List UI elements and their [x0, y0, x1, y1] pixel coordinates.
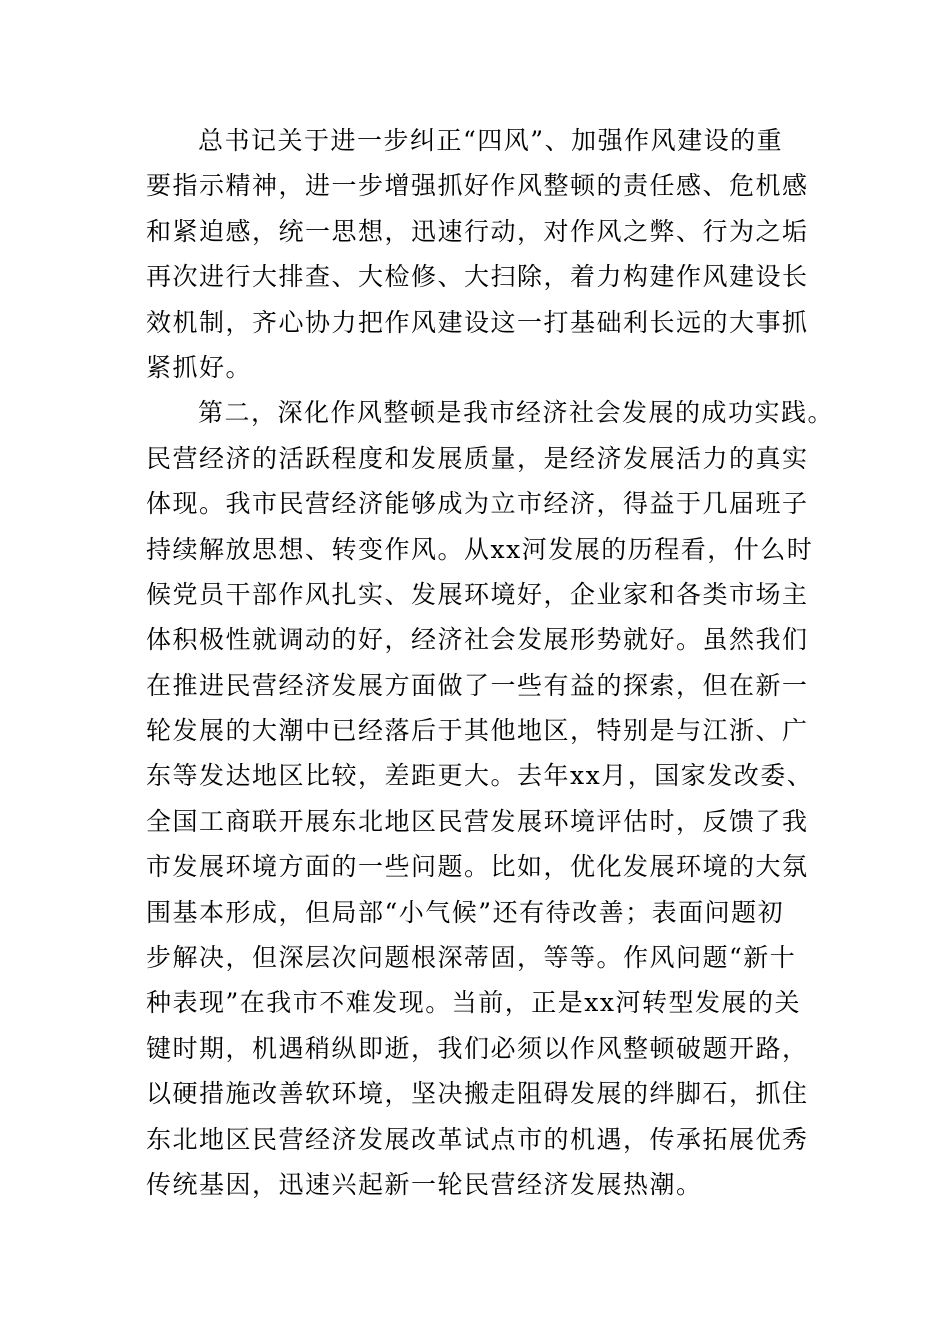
paragraph-line: 体积极性就调动的好，经济社会发展形势就好。虽然我们 [146, 625, 809, 655]
paragraph-1 [146, 118, 810, 390]
paragraph-line: 要指示精神，进一步增强抓好作风整顿的责任感、危机感 [146, 171, 809, 201]
paragraph-line: 种表现”在我市不难发现。当前，正是xx河转型发展的关 [146, 988, 801, 1018]
paragraph-line: 传统基因，迅速兴起新一轮民营经济发展热潮。 [146, 1169, 703, 1199]
paragraph-2 [146, 390, 835, 1207]
paragraph-line: 键时期，机遇稍纵即逝，我们必须以作风整顿破题开路， [146, 1033, 809, 1063]
paragraph-line: 和紧迫感，统一思想，迅速行动，对作风之弊、行为之垢 [146, 216, 809, 246]
paragraph-line: 总书记关于进一步纠正“四风”、加强作风建设的重 [198, 126, 784, 155]
paragraph-line: 轮发展的大潮中已经落后于其他地区，特别是与江浙、广 [146, 716, 809, 746]
paragraph-line: 民营经济的活跃程度和发展质量，是经济发展活力的真实 [146, 443, 809, 473]
paragraph-line: 效机制，齐心协力把作风建设这一打基础利长远的大事抓 [146, 307, 809, 337]
paragraph-line: 全国工商联开展东北地区民营发展环境评估时，反馈了我 [146, 806, 809, 836]
paragraph-line: 候党员干部作风扎实、发展环境好，企业家和各类市场主 [146, 579, 809, 609]
paragraph-line: 体现。我市民营经济能够成为立市经济，得益于几届班子 [146, 489, 809, 519]
paragraph-line: 以硬措施改善软环境，坚决搬走阻碍发展的绊脚石，抓住 [146, 1079, 809, 1109]
body-text [146, 118, 835, 1207]
paragraph-line: 第二，深化作风整顿是我市经济社会发展的成功实践。 [198, 398, 835, 428]
paragraph-line: 持续解放思想、转变作风。从xx河发展的历程看，什么时 [146, 534, 814, 564]
paragraph-line: 市发展环境方面的一些问题。比如，优化发展环境的大氛 [146, 852, 809, 882]
paragraph-line: 步解决，但深层次问题根深蒂固，等等。作风问题“新十 [146, 943, 797, 973]
paragraph-line: 东等发达地区比较，差距更大。去年xx月，国家发改委、 [146, 761, 814, 791]
paragraph-line: 东北地区民营经济发展改革试点市的机遇，传承拓展优秀 [146, 1124, 809, 1154]
paragraph-line: 再次进行大排查、大检修、大扫除，着力构建作风建设长 [146, 262, 809, 292]
paragraph-line: 在推进民营经济发展方面做了一些有益的探索，但在新一 [146, 670, 809, 700]
paragraph-line: 紧抓好。 [146, 352, 253, 382]
paragraph-line: 围基本形成，但局部“小气候”还有待改善；表面问题初 [146, 897, 785, 927]
